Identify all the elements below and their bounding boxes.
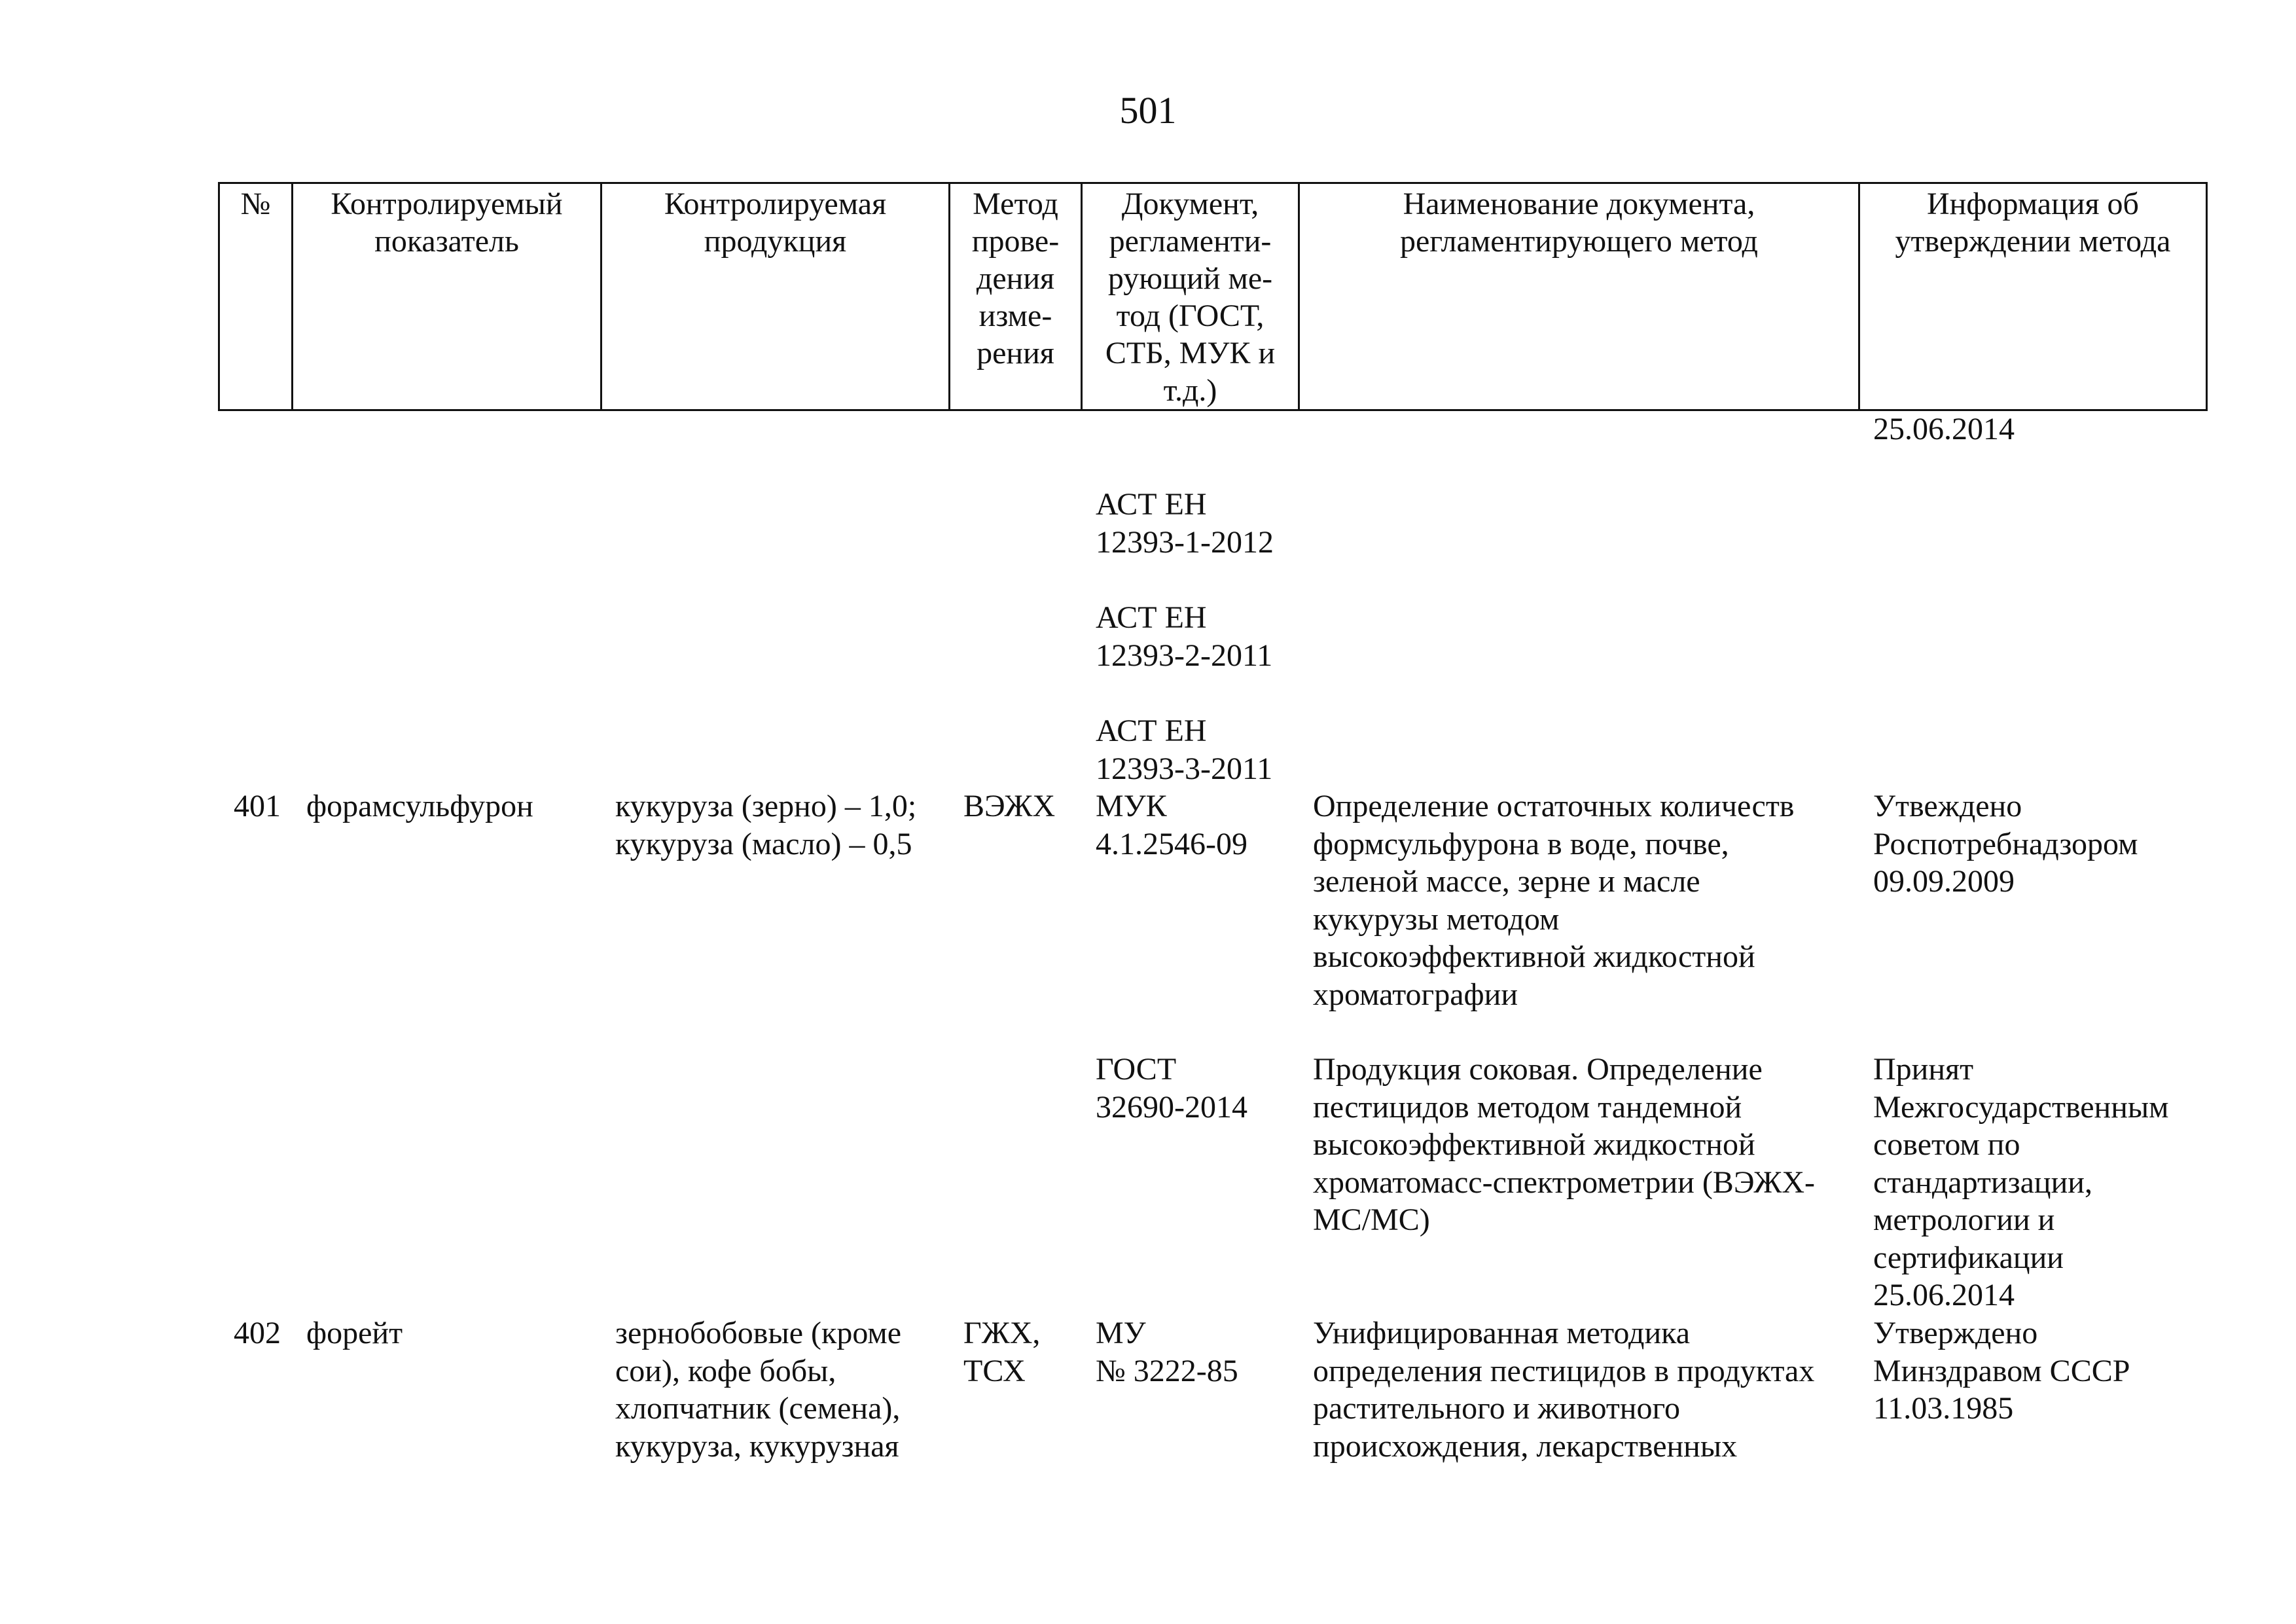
row-document: МУ № 3222-85: [1096, 1316, 1238, 1388]
row-method: ВЭЖХ: [963, 789, 1056, 823]
table-header: [218, 182, 2208, 411]
continued-approval-date: 25.06.2014: [1873, 412, 2015, 446]
row-indicator: форейт: [306, 1316, 403, 1350]
row-approval: Принят Межгосударственным советом по стандартизации, метрологии и сертификации 25.06.2014: [1873, 1052, 2169, 1312]
row-approval: Утверждено Минздравом СССР 11.03.1985: [1873, 1316, 2130, 1426]
header-document-name: Наименование документа, регламентирующего метод: [1299, 183, 1859, 410]
row-document-name: Унифицированная методика определения пестицидов в продуктах растительного и животного происхождения, лекарственных: [1313, 1316, 1815, 1464]
row-number: 402: [234, 1316, 281, 1350]
row-method: ГЖХ, ТСХ: [963, 1316, 1041, 1388]
header-document: Документ, регламенти- рующий ме- тод (ГОСТ, СТБ, МУК и т.д.): [1082, 183, 1299, 410]
row-approval: Утвеждено Роспотребнадзором 09.09.2009: [1873, 789, 2138, 899]
header-product: Контролируемая продукция: [601, 183, 950, 410]
row-document-name: Определение остаточных количеств формсульфурона в воде, почве, зеленой массе, зерне и масле кукурузы методом высокоэффективной жидкостной хроматографии: [1313, 789, 1795, 1012]
row-indicator: форамсульфурон: [306, 789, 533, 823]
continued-document: АСТ ЕН 12393-2-2011: [1096, 600, 1273, 673]
row-product: зернобобовые (кроме сои), кофе бобы, хлопчатник (семена), кукуруза, кукурузная: [615, 1316, 902, 1464]
row-number: 401: [234, 789, 281, 823]
page-number: 501: [1119, 89, 1177, 132]
row-document: ГОСТ 32690-2014: [1096, 1052, 1247, 1125]
header-method: Метод прове- дения изме- рения: [950, 183, 1082, 410]
row-product: кукуруза (зерно) – 1,0; кукуруза (масло) – 0,5: [615, 789, 917, 861]
header-number: №: [219, 183, 293, 410]
header-approval: Информация об утверждении метода: [1859, 183, 2207, 410]
row-document: МУК 4.1.2546-09: [1096, 789, 1247, 861]
row-document-name: Продукция соковая. Определение пестицидов методом тандемной высокоэффективной жидкостной хроматомасс-спектрометрии (ВЭЖХ- МС/МС): [1313, 1052, 1815, 1237]
continued-document: АСТ ЕН 12393-1-2012: [1096, 487, 1274, 560]
continued-document: АСТ ЕН 12393-3-2011: [1096, 713, 1273, 786]
header-indicator: Контролируемый показатель: [293, 183, 601, 410]
